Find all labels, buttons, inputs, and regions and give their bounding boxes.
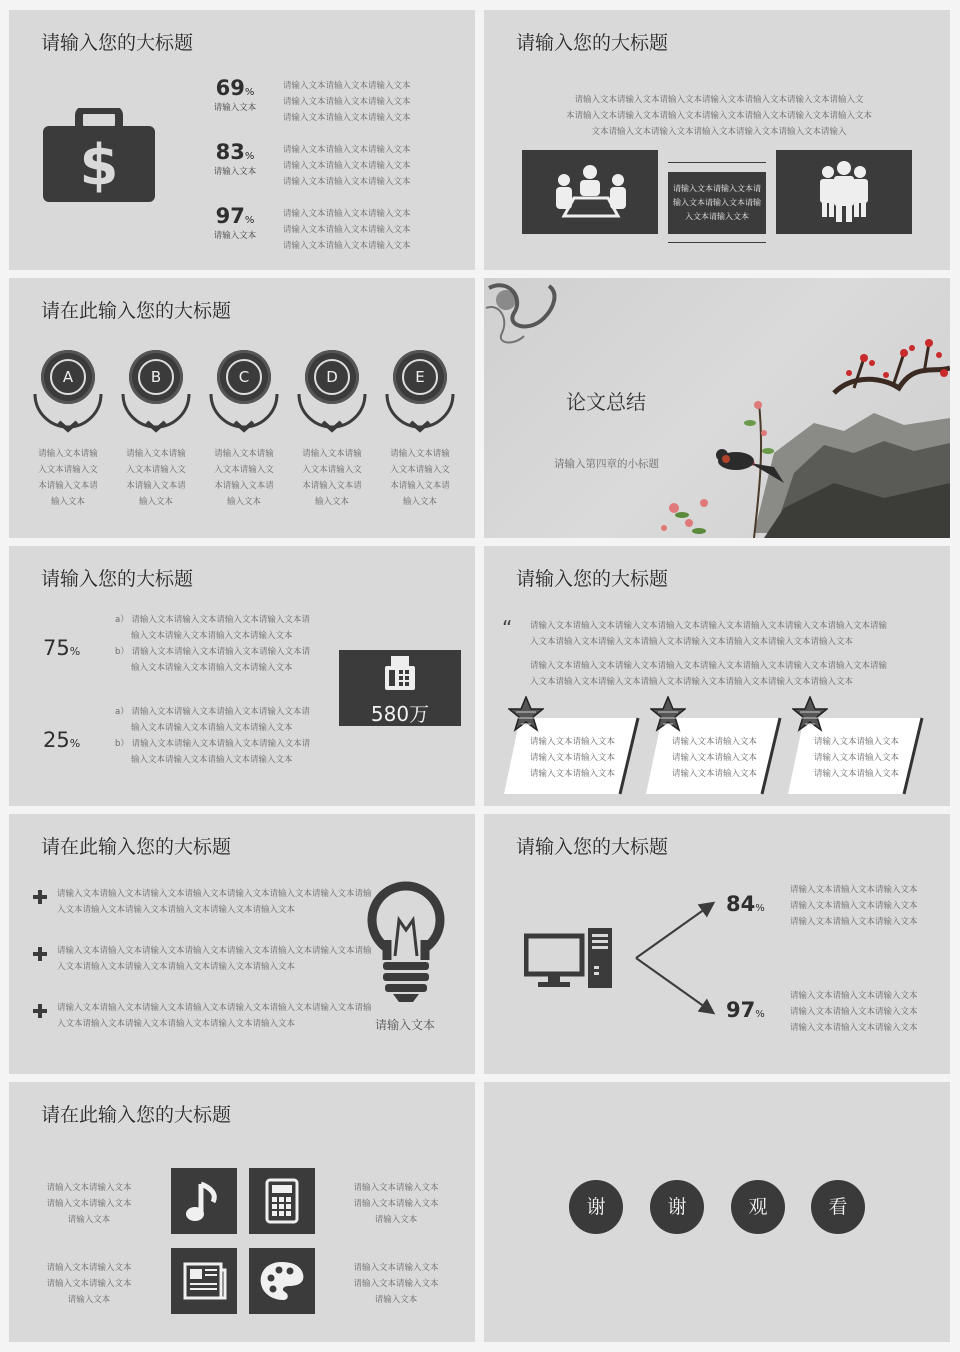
- slide-title: 请输入您的大标题: [516, 836, 669, 858]
- slide-10: [484, 1082, 950, 1342]
- percent-75: 75%: [43, 636, 81, 660]
- stat-2-text: 请输入文本请输入文本请输入文本 请输入文本请输入文本请输入文本 请输入文本请输入文本请输入文本: [283, 145, 411, 187]
- star-icon: [792, 696, 828, 732]
- palette-icon: [249, 1248, 315, 1314]
- slide-9: [9, 1082, 475, 1342]
- split-arrows: [630, 896, 720, 1020]
- stat-1: 69% 请输入文本: [213, 76, 257, 113]
- text-block-top-left: 请输入文本请输入文本 请输入文本请输入文本 请输入文本: [46, 1183, 132, 1225]
- step-text: 请输入文本请输 入文本请输入文 本请输入文本请 输入文本: [126, 449, 186, 507]
- thanks-char-3: 观: [731, 1180, 785, 1234]
- slide-title: 请输入您的大标题: [41, 32, 194, 54]
- landscape-painting: [654, 333, 950, 538]
- quote-mark: “: [502, 616, 513, 640]
- calculator-tile: [249, 1168, 315, 1234]
- star-icon: [508, 696, 544, 732]
- quote-paragraph-1: 请输入文本请输入文本请输入文本请输入文本请输入文本请输入文本请输入文本请输入文本请输 入文本请输入文本请输入文本请输入文本请输入文本请输入文本请输入文本请输入文本: [530, 621, 888, 647]
- slide-7: [9, 814, 475, 1074]
- slide-title: 请在此输入您的大标题: [41, 1104, 232, 1126]
- bullet-text: 请输入文本请输入文本请输入文本请输入文本请输入文本请输入文本请输入文本请输 入文本请输入文本请输入文本请输入文本请输入文本请输入文本: [57, 1003, 372, 1029]
- slide-4: [484, 278, 950, 538]
- team-tile: [776, 150, 912, 234]
- slide-2: [484, 10, 950, 270]
- text-block-bottom-left: 请输入文本请输入文本 请输入文本请输入文本 请输入文本: [46, 1263, 132, 1305]
- plus-icon: [33, 947, 47, 961]
- letter-badge: [217, 350, 271, 404]
- section-subtitle: 请输入第四章的小标题: [554, 458, 659, 470]
- text-block-top-right: 请输入文本请输入文本 请输入文本请输入文本 请输入文本: [353, 1183, 439, 1225]
- music-tile: [171, 1168, 237, 1234]
- meeting-tile: [522, 150, 658, 234]
- team-icon: [776, 150, 912, 234]
- svg-text:$: $: [79, 133, 119, 198]
- music-icon: [171, 1168, 237, 1234]
- fax-tile: [339, 650, 461, 726]
- stat-3-text: 请输入文本请输入文本请输入文本 请输入文本请输入文本请输入文本 请输入文本请输入文本请输入文本: [283, 209, 411, 251]
- slide-title: 请输入您的大标题: [41, 568, 194, 590]
- ink-smoke: [484, 278, 564, 348]
- section-title: 论文总结: [566, 390, 646, 414]
- fax-icon: [385, 656, 415, 690]
- slide-1: [9, 10, 475, 270]
- stat-97: 97%: [726, 998, 765, 1022]
- intro-paragraph: 请输入文本请输入文本请输入文本请输入文本请输入文本请输入文本请输入文 本请输入文本请输入文本请输入文本请输入文本请输入文本请输入文本请输入文本 文本请输入文本请输入文本请输入文本请输入文本请输入文本请输入: [565, 95, 872, 137]
- letter-badge: [129, 350, 183, 404]
- block-2-text: a） 请输入文本请输入文本请输入文本请输入文本请 输入文本请输入文本请输入文本请输入文本 b） 请输入文本请输入文本请输入文本请输入文本请 输入文本请输入文本请输入文本请输入文本: [115, 707, 311, 765]
- letter-badge: [41, 350, 95, 404]
- bullet-text: 请输入文本请输入文本请输入文本请输入文本请输入文本请输入文本请输入文本请输 入文本请输入文本请输入文本请输入文本请输入文本请输入文本: [57, 946, 372, 972]
- palette-tile: [249, 1248, 315, 1314]
- stat-1-text: 请输入文本请输入文本请输入文本 请输入文本请输入文本请输入文本 请输入文本请输入文本请输入文本: [283, 81, 411, 123]
- center-text-box: 请输入文本请输入文本请 输入文本请输入文本请输 入文本请输入文本: [668, 172, 766, 234]
- thanks-char-1: 谢: [569, 1180, 623, 1234]
- letter-label: C: [226, 359, 262, 395]
- slide-title: 请在此输入您的大标题: [41, 836, 232, 858]
- slide-title: 请在此输入您的大标题: [41, 300, 232, 322]
- slide-6: [484, 546, 950, 806]
- calculator-icon: [249, 1168, 315, 1234]
- newspaper-tile: [171, 1248, 237, 1314]
- bulb-label: 请输入文本: [374, 1018, 435, 1032]
- block-1-text: a） 请输入文本请输入文本请输入文本请输入文本请 输入文本请输入文本请输入文本请输入文本 b） 请输入文本请输入文本请输入文本请输入文本请 输入文本请输入文本请输入文本请输入文本: [115, 615, 311, 673]
- plus-icon: [33, 890, 47, 904]
- step-text: 请输入文本请输 入文本请输入文 本请输入文本请 输入文本: [38, 449, 98, 507]
- divider: [668, 162, 766, 163]
- stat-3: 97% 请输入文本: [213, 204, 257, 241]
- slide-8: [484, 814, 950, 1074]
- step-text: 请输入文本请输 入文本请输入文 本请输入文本请 输入文本: [390, 449, 450, 507]
- letter-label: E: [402, 359, 438, 395]
- percent-25: 25%: [43, 728, 81, 752]
- letter-badge: [305, 350, 359, 404]
- text-block-bottom-right: 请输入文本请输入文本 请输入文本请输入文本 请输入文本: [353, 1263, 439, 1305]
- step-text: 请输入文本请输 入文本请输入文 本请输入文本请 输入文本: [302, 449, 362, 507]
- card-text: 请输入文本请输入文本 请输入文本请输入文本 请输入文本请输入文本: [672, 737, 758, 779]
- letter-label: B: [138, 359, 174, 395]
- letter-label: A: [50, 359, 86, 395]
- briefcase-dollar-icon: [43, 108, 155, 202]
- meeting-icon: [522, 150, 658, 234]
- slide-3: [9, 278, 475, 538]
- letter-label: D: [314, 359, 350, 395]
- stat-84-text: 请输入文本请输入文本请输入文本 请输入文本请输入文本请输入文本 请输入文本请输入文本请输入文本: [790, 885, 918, 927]
- stat-84: 84%: [726, 892, 765, 916]
- letter-badge: [393, 350, 447, 404]
- thanks-char-4: 看: [811, 1180, 865, 1234]
- slide-5: [9, 546, 475, 806]
- step-text: 请输入文本请输 入文本请输入文 本请输入文本请 输入文本: [214, 449, 274, 507]
- thanks-char-2: 谢: [650, 1180, 704, 1234]
- plus-icon: [33, 1004, 47, 1018]
- star-icon: [650, 696, 686, 732]
- stat-97-text: 请输入文本请输入文本请输入文本 请输入文本请输入文本请输入文本 请输入文本请输入文本请输入文本: [790, 991, 918, 1033]
- stat-2: 83% 请输入文本: [213, 140, 257, 177]
- card-text: 请输入文本请输入文本 请输入文本请输入文本 请输入文本请输入文本: [530, 737, 616, 779]
- slide-title: 请输入您的大标题: [516, 568, 669, 590]
- quote-paragraph-2: 请输入文本请输入文本请输入文本请输入文本请输入文本请输入文本请输入文本请输入文本请输 入文本请输入文本请输入文本请输入文本请输入文本请输入文本请输入文本请输入文本: [530, 661, 888, 687]
- card-text: 请输入文本请输入文本 请输入文本请输入文本 请输入文本请输入文本: [814, 737, 900, 779]
- box-value: 580万: [370, 702, 430, 726]
- slide-title: 请输入您的大标题: [516, 32, 669, 54]
- newspaper-icon: [171, 1248, 237, 1314]
- divider: [668, 242, 766, 243]
- bullet-text: 请输入文本请输入文本请输入文本请输入文本请输入文本请输入文本请输入文本请输 入文本请输入文本请输入文本请输入文本请输入文本请输入文本: [57, 889, 372, 915]
- lightbulb-icon: [365, 880, 447, 1006]
- desktop-computer-icon: [524, 926, 616, 992]
